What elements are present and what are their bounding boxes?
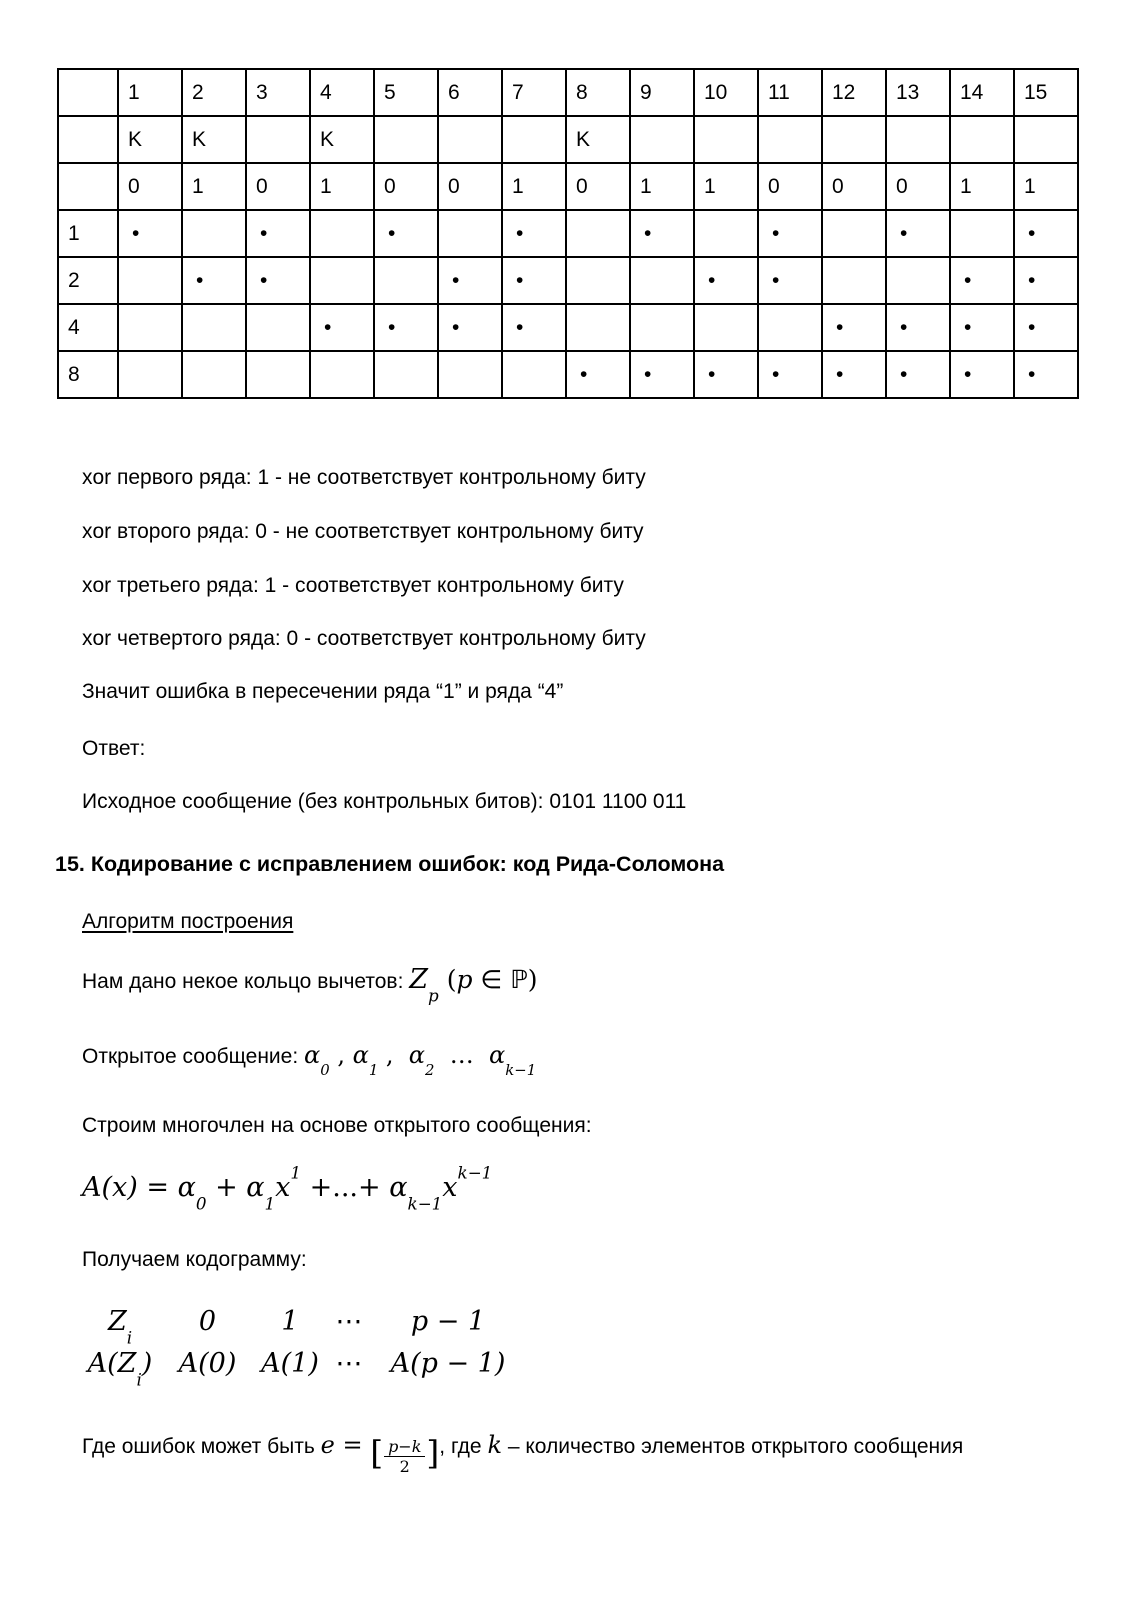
alpha-0: α	[304, 1041, 321, 1069]
alpha-term-k: α	[389, 1172, 408, 1203]
codogram-value: 1	[281, 1306, 299, 1337]
empty-cell	[310, 210, 374, 257]
codogram-cell	[80, 1300, 160, 1348]
left-bracket: [	[370, 1432, 384, 1472]
xor-line-4: xor четвертого ряда: 0 - соответствует контрольному биту	[82, 627, 646, 650]
var-e: e	[320, 1431, 335, 1459]
empty-cell	[118, 304, 182, 351]
codogram-value: A(0)	[178, 1348, 237, 1379]
bit-cell: 0	[758, 163, 822, 210]
var-x-k: x	[442, 1172, 458, 1203]
col-header: 15	[1014, 69, 1078, 116]
var-p: p	[456, 965, 473, 994]
control-bit-cell	[758, 116, 822, 163]
plus-sign: +	[206, 1172, 247, 1203]
plus-dots-plus: +...+	[301, 1172, 390, 1203]
alpha-term-0: α	[177, 1172, 196, 1203]
codogram-value: p − 1	[410, 1306, 486, 1337]
bit-cell: 1	[1014, 163, 1078, 210]
bit-cell: 1	[694, 163, 758, 210]
codogram-cell	[80, 1342, 160, 1390]
alpha-term-1-sub: 1	[264, 1193, 276, 1214]
empty-cell	[886, 257, 950, 304]
col-header: 3	[246, 69, 310, 116]
ring-prefix: Нам дано некое кольцо вычетов:	[82, 970, 410, 993]
bit-cell: 0	[118, 163, 182, 210]
col-header: 7	[502, 69, 566, 116]
empty-cell	[630, 304, 694, 351]
polynomial-formula	[82, 1162, 493, 1214]
codogram-row-1	[80, 1300, 523, 1348]
section-heading: 15. Кодирование с исправлением ошибок: код Рида-Соломона	[55, 852, 725, 876]
control-bit-cell	[1014, 116, 1078, 163]
empty-cell	[438, 351, 502, 398]
col-header: 8	[566, 69, 630, 116]
codogram-value: A(1)	[261, 1348, 319, 1379]
dot-cell: •	[822, 304, 886, 351]
var-Z-sub: p	[428, 985, 439, 1006]
empty-cell	[438, 210, 502, 257]
bit-cell: 1	[950, 163, 1014, 210]
codogram-cell	[160, 1342, 255, 1384]
xor-line-1: xor первого ряда: 1 - не соответствует контрольному биту	[82, 466, 646, 489]
alpha-k-sub: k−1	[505, 1060, 537, 1079]
control-bit-cell: K	[310, 116, 374, 163]
dot-cell: •	[310, 304, 374, 351]
bit-cell: 1	[182, 163, 246, 210]
dot-cell: •	[758, 351, 822, 398]
dot-cell: •	[566, 351, 630, 398]
empty-cell	[950, 210, 1014, 257]
dot-cell: •	[502, 257, 566, 304]
equals-sign: =	[334, 1431, 371, 1459]
separator: ,	[329, 1041, 353, 1069]
open-paren: (	[438, 965, 457, 994]
errors-line	[82, 1432, 963, 1476]
ring-condition	[439, 966, 538, 994]
row-label	[58, 163, 118, 210]
dot-cell: •	[886, 351, 950, 398]
poly-intro-line: Строим многочлен на основе открытого сообщения:	[82, 1114, 592, 1137]
col-header: 13	[886, 69, 950, 116]
bit-cell: 0	[886, 163, 950, 210]
var-x-1: x	[275, 1172, 291, 1203]
message-prefix: Открытое сообщение:	[82, 1045, 305, 1068]
empty-cell	[566, 257, 630, 304]
alpha-2: α	[408, 1041, 426, 1069]
control-bit-cell	[630, 116, 694, 163]
control-bit-cell: K	[118, 116, 182, 163]
row-label: 1	[58, 210, 118, 257]
control-bit-cell	[374, 116, 438, 163]
primes-symbol: ℙ	[510, 965, 528, 994]
codogram-cell	[325, 1300, 373, 1342]
dot-cell: •	[182, 257, 246, 304]
dot-cell: •	[886, 210, 950, 257]
alpha-term-k-sub: k−1	[407, 1193, 443, 1214]
empty-cell	[374, 257, 438, 304]
alpha-term-1: α	[246, 1172, 265, 1203]
empty-cell	[246, 304, 310, 351]
row-label: 8	[58, 351, 118, 398]
dot-cell: •	[246, 210, 310, 257]
element-of-symbol: ∈	[480, 965, 503, 994]
empty-cell	[310, 351, 374, 398]
dot-cell: •	[822, 351, 886, 398]
ellipsis: …	[434, 1041, 489, 1069]
empty-cell	[758, 304, 822, 351]
col-header: 10	[694, 69, 758, 116]
control-bit-cell: K	[566, 116, 630, 163]
dot-cell: •	[694, 257, 758, 304]
codogram-row-2	[80, 1342, 523, 1390]
errors-prefix: Где ошибок может быть	[82, 1435, 321, 1458]
control-bit-cell	[950, 116, 1014, 163]
bit-cell: 1	[310, 163, 374, 210]
bit-cell: 0	[438, 163, 502, 210]
col-header: 11	[758, 69, 822, 116]
cdots-symbol: ⋯	[335, 1306, 363, 1337]
dot-cell: •	[246, 257, 310, 304]
codogram-value: Z	[107, 1306, 127, 1337]
empty-cell	[502, 351, 566, 398]
codogram-subscript: i	[126, 1327, 133, 1348]
codogram-cell	[373, 1300, 523, 1342]
empty-cell	[374, 351, 438, 398]
dot-cell: •	[438, 257, 502, 304]
empty-cell	[694, 304, 758, 351]
xor-line-2: xor второго ряда: 0 - не соответствует контрольному биту	[82, 520, 644, 543]
answer-text: Исходное сообщение (без контрольных битов): 0101 1100 011	[82, 790, 687, 813]
control-bit-cell	[694, 116, 758, 163]
codogram-cell	[255, 1300, 325, 1342]
empty-cell	[566, 210, 630, 257]
empty-cell	[822, 257, 886, 304]
empty-cell	[118, 257, 182, 304]
codogram-subscript: i	[136, 1369, 142, 1390]
empty-cell	[630, 257, 694, 304]
dot-cell: •	[502, 210, 566, 257]
empty-cell	[182, 351, 246, 398]
empty-cell	[182, 210, 246, 257]
codogram-intro-line: Получаем кодограмму:	[82, 1248, 307, 1271]
col-header: 1	[118, 69, 182, 116]
col-header: 6	[438, 69, 502, 116]
codogram-value: 0	[198, 1306, 217, 1337]
dot-cell: •	[438, 304, 502, 351]
dot-cell: •	[630, 210, 694, 257]
dot-cell: •	[374, 210, 438, 257]
col-header: 14	[950, 69, 1014, 116]
alpha-1-sub: 1	[368, 1060, 379, 1079]
hamming-table	[57, 68, 1079, 399]
empty-cell	[566, 304, 630, 351]
equals-sign: =	[137, 1172, 178, 1203]
codogram-value: )	[141, 1348, 153, 1379]
poly-lhs: A(x)	[82, 1172, 138, 1203]
codogram-cell	[325, 1342, 373, 1384]
empty-cell	[822, 210, 886, 257]
col-header: 2	[182, 69, 246, 116]
codogram-value: A(p − 1)	[390, 1348, 506, 1379]
corner-cell	[58, 69, 118, 116]
ring-formula	[409, 964, 439, 1006]
alpha-2-sub: 2	[425, 1060, 435, 1079]
answer-label: Ответ:	[82, 737, 146, 760]
dot-cell: •	[694, 351, 758, 398]
col-header: 5	[374, 69, 438, 116]
cdots-symbol: ⋯	[335, 1348, 363, 1379]
control-bit-cell: K	[182, 116, 246, 163]
bit-cell: 1	[630, 163, 694, 210]
empty-cell	[246, 351, 310, 398]
empty-cell	[118, 351, 182, 398]
alpha-0-sub: 0	[320, 1060, 330, 1079]
alpha-term-0-sub: 0	[195, 1193, 207, 1214]
conclusion-line: Значит ошибка в пересечении ряда “1” и ряда “4”	[82, 680, 564, 703]
dot-cell: •	[118, 210, 182, 257]
empty-cell	[694, 210, 758, 257]
empty-cell	[182, 304, 246, 351]
col-header: 4	[310, 69, 374, 116]
subheading-line	[82, 908, 293, 935]
var-k: k	[487, 1431, 502, 1459]
var-Z: Z	[409, 964, 429, 995]
message-formula	[304, 1041, 537, 1079]
dot-cell: •	[950, 304, 1014, 351]
row-label: 2	[58, 257, 118, 304]
dot-cell: •	[1014, 257, 1078, 304]
codogram-cell	[160, 1300, 255, 1342]
fraction-denominator: 2	[399, 1456, 410, 1476]
subheading-text: Алгоритм построения	[82, 910, 294, 933]
errors-suffix: – количество элементов открытого сообщения	[501, 1435, 964, 1458]
dot-cell: •	[502, 304, 566, 351]
empty-cell	[310, 257, 374, 304]
dot-cell: •	[630, 351, 694, 398]
ring-line	[82, 964, 538, 1006]
row-label	[58, 116, 118, 163]
codogram-cell	[373, 1342, 523, 1384]
right-bracket: ]	[426, 1432, 440, 1472]
col-header: 12	[822, 69, 886, 116]
bit-cell: 1	[502, 163, 566, 210]
bit-cell: 0	[822, 163, 886, 210]
separator: ,	[378, 1041, 409, 1069]
dot-cell: •	[758, 210, 822, 257]
alpha-1: α	[352, 1041, 369, 1069]
message-line	[82, 1041, 537, 1079]
dot-cell: •	[886, 304, 950, 351]
control-bit-cell	[246, 116, 310, 163]
codogram-cell	[255, 1342, 325, 1384]
hamming-table-body	[58, 69, 1078, 398]
var-x-1-sup: 1	[290, 1162, 302, 1183]
errors-mid: , где	[439, 1435, 488, 1458]
dot-cell: •	[1014, 210, 1078, 257]
col-header: 9	[630, 69, 694, 116]
bit-cell: 0	[374, 163, 438, 210]
bit-cell: 0	[246, 163, 310, 210]
xor-line-3: xor третьего ряда: 1 - соответствует контрольному биту	[82, 574, 624, 597]
dot-cell: •	[758, 257, 822, 304]
codogram-value: A(Z	[87, 1348, 137, 1379]
dot-cell: •	[374, 304, 438, 351]
close-paren: )	[527, 965, 538, 994]
fraction	[384, 1438, 425, 1476]
dot-cell: •	[1014, 351, 1078, 398]
control-bit-cell	[502, 116, 566, 163]
dot-cell: •	[1014, 304, 1078, 351]
row-label: 4	[58, 304, 118, 351]
control-bit-cell	[886, 116, 950, 163]
dot-cell: •	[950, 351, 1014, 398]
fraction-numerator: p−k	[384, 1438, 425, 1457]
control-bit-cell	[438, 116, 502, 163]
control-bit-cell	[822, 116, 886, 163]
var-x-k-sup: k−1	[457, 1162, 493, 1183]
bit-cell: 0	[566, 163, 630, 210]
alpha-k: α	[489, 1041, 506, 1069]
dot-cell: •	[950, 257, 1014, 304]
